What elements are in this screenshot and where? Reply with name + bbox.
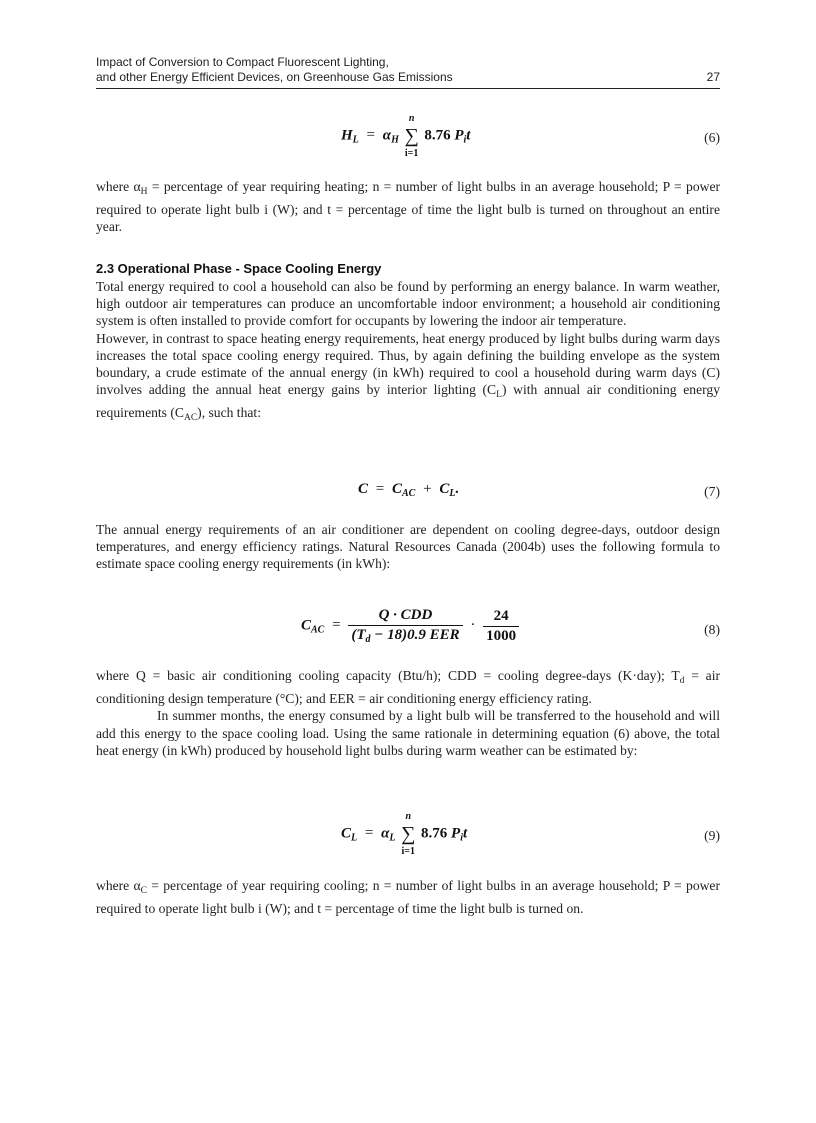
- header-rule: [96, 88, 720, 89]
- equation-7-formula: $C = C_{AC} + C_L$.: [358, 481, 460, 499]
- equation-6-formula: $H_L = \alpha_H$ n ∑ i=1 8.76 $P_it$: [341, 113, 471, 159]
- summation-symbol: n ∑ i=1: [401, 811, 416, 857]
- running-header: [96, 55, 720, 85]
- summation-symbol: n ∑ i=1: [404, 113, 419, 159]
- fraction-conversion: $\frac{24}{1000}$: [483, 608, 519, 645]
- paragraph-ac-formula-intro: The annual energy requirements of an air conditioner are dependent on cooling degree-days, outdoor design temperatures, and energy efficiency ratings. Natural Resources Canada (2004b) uses the following formula to estimate space cooling energy requirements (in kWh):: [96, 522, 720, 572]
- equation-7-number: (7): [704, 484, 720, 499]
- paragraph-cooling-intro: Total energy required to cool a household can also be found by performing an energy balance. In warm weather, high outdoor air temperatures can produce an uncomfortable indoor environment; a household air conditioning system is often installed to provide comfort for occupants by lowering the indoor air temperature. However, in contrast to space heating energy requirements, heat energy produced by light bulbs during warm days increases the total space cooling energy required. Thus, by again defining the building envelope as the system boundary, a crude estimate of the annual energy (in kWh) required to cool a household during warm days (C) involves adding the annual heat energy gains by interior lighting $(C_L)$ with annual air conditioning energy requirements $(C_{AC})$, such that:: [96, 279, 720, 424]
- equation-7: [96, 481, 720, 505]
- equation-9-formula: $C_L = \alpha_L$ n ∑ i=1 8.76 $P_it$: [341, 811, 468, 857]
- paragraph-cooling-bulb-definitions: where $\alpha_C$ = percentage of year requiring cooling; n = number of light bulbs in an average household; P = power required to operate light bulb i (W); and t = percentage of time the light bulb is turned on.: [96, 878, 720, 917]
- header-title-line2: and other Energy Efficient Devices, on Greenhouse Gas Emissions: [96, 70, 453, 84]
- page-number: 27: [706, 70, 720, 84]
- header-title-line1: Impact of Conversion to Compact Fluorescent Lighting,: [96, 55, 389, 69]
- fraction-cooling: $\frac{\text{Q · CDD}}{(T_d - 18)0.9 EER}$: [348, 607, 462, 645]
- paragraph-cooling-definitions: where Q = basic air conditioning cooling capacity (Btu/h); CDD = cooling degree-days (K·day); $T_d$ = air conditioning design temperature (°C); and EER = air conditioning energy efficiency rating. In summer months, the energy consumed by a light bulb will be transferred to the household and will add this energy to the space cooling load. Using the same rationale in determining equation (6) above, the total heat energy (in kWh) produced by household light bulbs during warm weather can be estimated by:: [96, 668, 720, 758]
- section-heading: 2.3 Operational Phase - Space Cooling Energy: [96, 261, 382, 276]
- equation-8-formula: $C_{AC}$ = $\frac{\text{Q · CDD}}{(T_d - 18)0.9 EER}$ · $\frac{24}{1000}$: [301, 607, 519, 645]
- equation-6-number: (6): [704, 130, 720, 145]
- equation-8: [96, 605, 720, 653]
- equation-8-number: (8): [704, 622, 720, 637]
- equation-6: [96, 113, 720, 159]
- equation-9: [96, 811, 720, 857]
- paragraph-heating-definitions: where $\alpha_H$ = percentage of year requiring heating; n = number of light bulbs in an average household; P = power required to operate light bulb i (W); and t = percentage of time the light bulb is turned on throughout an entire year.: [96, 179, 721, 235]
- equation-9-number: (9): [704, 828, 720, 843]
